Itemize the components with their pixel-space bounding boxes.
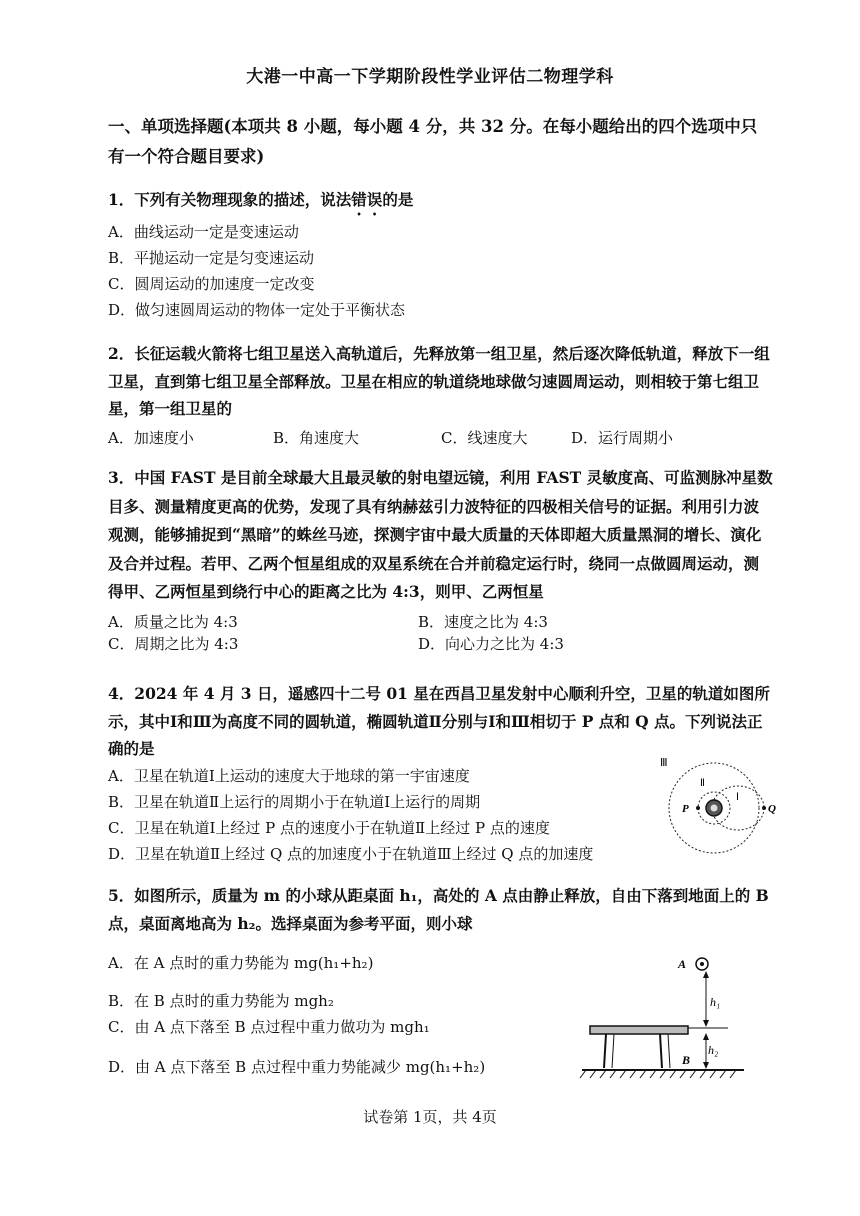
question-2-stem: 2．长征运载火箭将七组卫星送入高轨道后，先释放第一组卫星，然后逐次降低轨道，释放下一组卫星，直到第七组卫星全部释放。卫星在相应的轨道绕地球做匀速圆周运动，则相较于第七组卫星，第一组卫星的 (108, 344, 770, 418)
question-2-option-d: D．运行周期小 (571, 428, 674, 447)
h1-label: h₁ (710, 995, 721, 1009)
question-3-option-b: B．速度之比为 4:3 (418, 612, 548, 631)
table-leg-left-2 (612, 1034, 614, 1068)
point-a-label: A (678, 957, 687, 971)
ball-center (700, 962, 704, 966)
question-1 (108, 186, 773, 323)
question-4-option-c: C．卫星在轨道Ⅰ上经过 P 点的速度小于在轨道Ⅱ上经过 P 点的速度 (108, 818, 550, 837)
question-5-option-c: C．由 A 点下落至 B 点过程中重力做功为 mgh₁ (108, 1018, 430, 1036)
question-3-option-c: C．周期之比为 4:3 (108, 634, 239, 653)
question-4-option-d: D．卫星在轨道Ⅱ上经过 Q 点的加速度小于在轨道Ⅲ上经过 Q 点的加速度 (108, 844, 594, 863)
orbit-diagram (652, 758, 782, 858)
question-2-options (108, 425, 773, 451)
ground-hatch (580, 1070, 736, 1078)
table-leg-right-2 (668, 1034, 670, 1068)
earth-core (711, 805, 718, 812)
question-2-option-b: B．角速度大 (273, 428, 360, 447)
table-leg-right (660, 1034, 662, 1068)
point-p-dot (696, 806, 700, 810)
h2-arrow-up (703, 1033, 709, 1040)
drop-diagram (578, 948, 748, 1084)
page-footer: 试卷第 1页，共 4页 (363, 1108, 497, 1126)
orbit-2-label: Ⅱ (700, 778, 705, 789)
point-q-label: Q (768, 803, 776, 815)
question-3-option-a: A．质量之比为 4:3 (108, 612, 238, 631)
question-1-option-c: C．圆周运动的加速度一定改变 (108, 275, 315, 293)
h2-arrow-down (703, 1062, 709, 1069)
point-b-label: B (682, 1053, 691, 1067)
question-5-option-d: D．由 A 点下落至 B 点过程中重力势能减少 mg(h₁+h₂) (108, 1058, 486, 1076)
question-1-stem-emphasis: 错误 (351, 190, 383, 209)
question-3-stem: 3．中国 FAST 是目前全球最大且最灵敏的射电望远镜，利用 FAST 灵敏度高、可监测脉冲星数目多、测量精度更高的优势，发现了具有纳赫兹引力波特征的四极相关信号的证据。利用引力波观测，能够捕捉到“黑暗”的蛛丝马迹，探测宇宙中最大质量的天体即超大质量黑洞的增长、演化及合并过程。若甲、乙两个恒星组成的双星系统在合并前稳定运行时，绕同一点做圆周运动，测得甲、乙两恒星到绕行中心的距离之比为 4:3，则甲、乙两恒星 (108, 468, 773, 601)
h1-arrow-down (703, 1020, 709, 1027)
question-2-option-a: A．加速度小 (108, 428, 194, 447)
question-1-option-a: A．曲线运动一定是变速运动 (108, 223, 299, 241)
question-2-option-c: C．线速度大 (441, 428, 528, 447)
question-1-stem-prefix: 1．下列有关物理现象的描述，说法 (108, 190, 352, 209)
table-leg-left (604, 1034, 606, 1068)
question-4-option-a: A．卫星在轨道Ⅰ上运动的速度大于地球的第一宇宙速度 (108, 766, 470, 785)
question-4-stem: 4．2024 年 4 月 3 日，遥感四十二号 01 星在西昌卫星发射中心顺利升空，卫星的轨道如图所示，其中Ⅰ和Ⅲ为高度不同的圆轨道，椭圆轨道Ⅱ分别与Ⅰ和Ⅲ相切于 P 点和 Q 点。下列说法正确的是 (108, 684, 770, 758)
point-p-label: P (682, 803, 689, 815)
h1-arrow-up (703, 971, 709, 978)
section-heading: 一、单项选择题(本项共 8 小题，每小题 4 分，共 32 分。在每小题给出的四个选项中只有一个符合题目要求) (108, 117, 758, 166)
question-4-option-b: B．卫星在轨道Ⅱ上运行的周期小于在轨道Ⅰ上运行的周期 (108, 792, 481, 811)
point-q-dot (762, 806, 766, 810)
question-3 (108, 464, 773, 655)
question-5-option-a: A．在 A 点时的重力势能为 mg(h₁+h₂) (108, 954, 374, 972)
table-top (590, 1026, 688, 1034)
question-5-option-b: B．在 B 点时的重力势能为 mgh₂ (108, 992, 334, 1010)
orbit-3-label: Ⅲ (660, 758, 668, 769)
question-1-option-b: B．平抛运动一定是匀变速运动 (108, 249, 315, 267)
question-5-stem: 5．如图所示，质量为 m 的小球从距桌面 h₁，高处的 A 点由静止释放，自由下落到地面上的 B 点，桌面离地高为 h₂。选择桌面为参考平面，则小球 (108, 886, 769, 933)
question-3-options-row-2 (108, 633, 773, 655)
h2-label: h₂ (708, 1043, 719, 1057)
question-3-option-d: D．向心力之比为 4:3 (418, 634, 564, 653)
orbit-1-label: Ⅰ (736, 792, 739, 803)
question-5 (108, 882, 773, 937)
question-1-option-d: D．做匀速圆周运动的物体一定处于平衡状态 (108, 301, 406, 319)
question-1-stem-suffix: 的是 (382, 190, 414, 209)
question-2 (108, 340, 773, 451)
question-3-options-row-1 (108, 611, 773, 633)
page-title: 大港一中高一下学期阶段性学业评估二物理学科 (246, 67, 614, 87)
question-1-stem (108, 186, 773, 219)
